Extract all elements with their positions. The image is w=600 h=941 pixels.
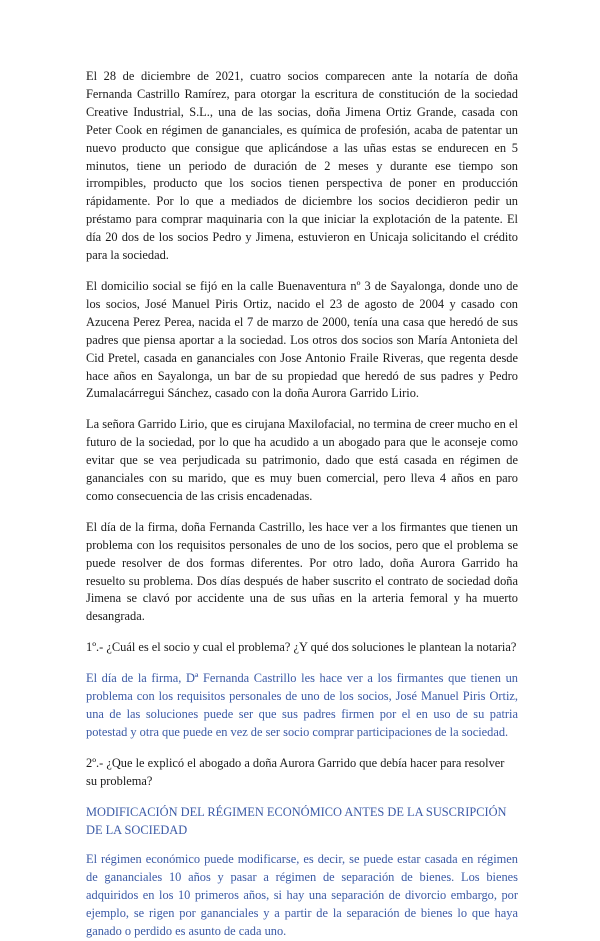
case-paragraph-1: El 28 de diciembre de 2021, cuatro socios comparecen ante la notaría de doña Fernanda Castrillo Ramírez, para otorgar la escritura de constitución de la sociedad Creative Industrial, S.L., una de las socias, doña Jimena Ortiz Grande, casada con Peter Cook en régimen de gananciales, es química de profesión, acaba de patentar un nuevo producto que consigue que aplicándose a las uñas estas se endurecen en 5 minutos, tiene un periodo de duración de 2 meses y durante ese tiempo son irrompibles, producto que los socios tienen perspectiva de poner en producción rápidamente. Por lo que a mediados de diciembre los socios decidieron pedir un préstamo para comprar maquinaria con la que iniciar la explotación de la patente. El día 20 dos de los socios Pedro y Jimena, estuvieron en Unicaja solicitando el crédito para la sociedad. xyxy=(86,69,518,263)
case-paragraph-3: La señora Garrido Lirio, que es cirujana Maxilofacial, no termina de creer mucho en el futuro de la sociedad, por lo que ha acudido a un abogado para que le aconseje como evitar que se vea perjudicada su patrimonio, dado que está casada en régimen de gananciales con su marido, que es muy buen comercial, pero lleva 4 años en paro como consecuencia de las crisis encadenadas. xyxy=(86,417,518,503)
case-paragraph-2: El domicilio social se fijó en la calle Buenaventura nº 3 de Sayalonga, donde uno de los socios, José Manuel Piris Ortiz, nacido el 23 de agosto de 2004 y casado con Azucena Perez Perea, nacida el 7 de marzo de 2000, tenía una casa que heredó de sus padres que piensa aportar a la sociedad. Los otros dos socios son María Antonieta del Cid Pretel, casada en gananciales con Jose Antonio Fraile Riveras, que regenta desde hace años en Sayalonga, un bar de su propiedad que heredó de sus padres y Pedro Zumalacárregui Sánchez, casado con la doña Aurora Garrido Lirio. xyxy=(86,278,518,401)
section-heading: MODIFICACIÓN DEL RÉGIMEN ECONÓMICO ANTES DE LA SUSCRIPCIÓN DE LA SOCIEDAD xyxy=(86,804,507,837)
answer-1: El día de la firma, Dª Fernanda Castrillo les hace ver a los firmantes que tienen un problema con los requisitos personales de uno de los socios, José Manuel Piris Ortiz, una de las soluciones puede ser que sus padres firmen por el en uso de su patria potestad y otra que puede en vez de ser socio comprar participaciones de la sociedad. xyxy=(86,671,518,739)
case-paragraph-4: El día de la firma, doña Fernanda Castrillo, les hace ver a los firmantes que tienen un problema con los requisitos personales de uno de los socios, pero que el problema se puede resolver de dos formas diferentes. Por otro lado, doña Aurora Garrido ha resuelto su problema. Dos días después de haber suscrito el contrato de sociedad doña Jimena se clavó por accidente una de sus uñas en la arteria femoral y ha muerto desangrada. xyxy=(86,519,518,624)
question-2: 2º.- ¿Que le explicó el abogado a doña Aurora Garrido que debía hacer para resolver su problema? xyxy=(86,755,505,788)
question-1: 1º.- ¿Cuál es el socio y cual el problema? ¿Y qué dos soluciones le plantean la notaria? xyxy=(86,640,517,655)
answer-2: El régimen económico puede modificarse, es decir, se puede estar casada en régimen de gananciales 10 años y pasar a régimen de separación de bienes. Los bienes adquiridos en los 10 primeros años, si hay una separación de divorcio embargo, por ejemplo, se rigen por gananciales y a partir de la separación de bienes lo que haya ganado o perdido es asunto de cada uno. xyxy=(86,852,518,939)
